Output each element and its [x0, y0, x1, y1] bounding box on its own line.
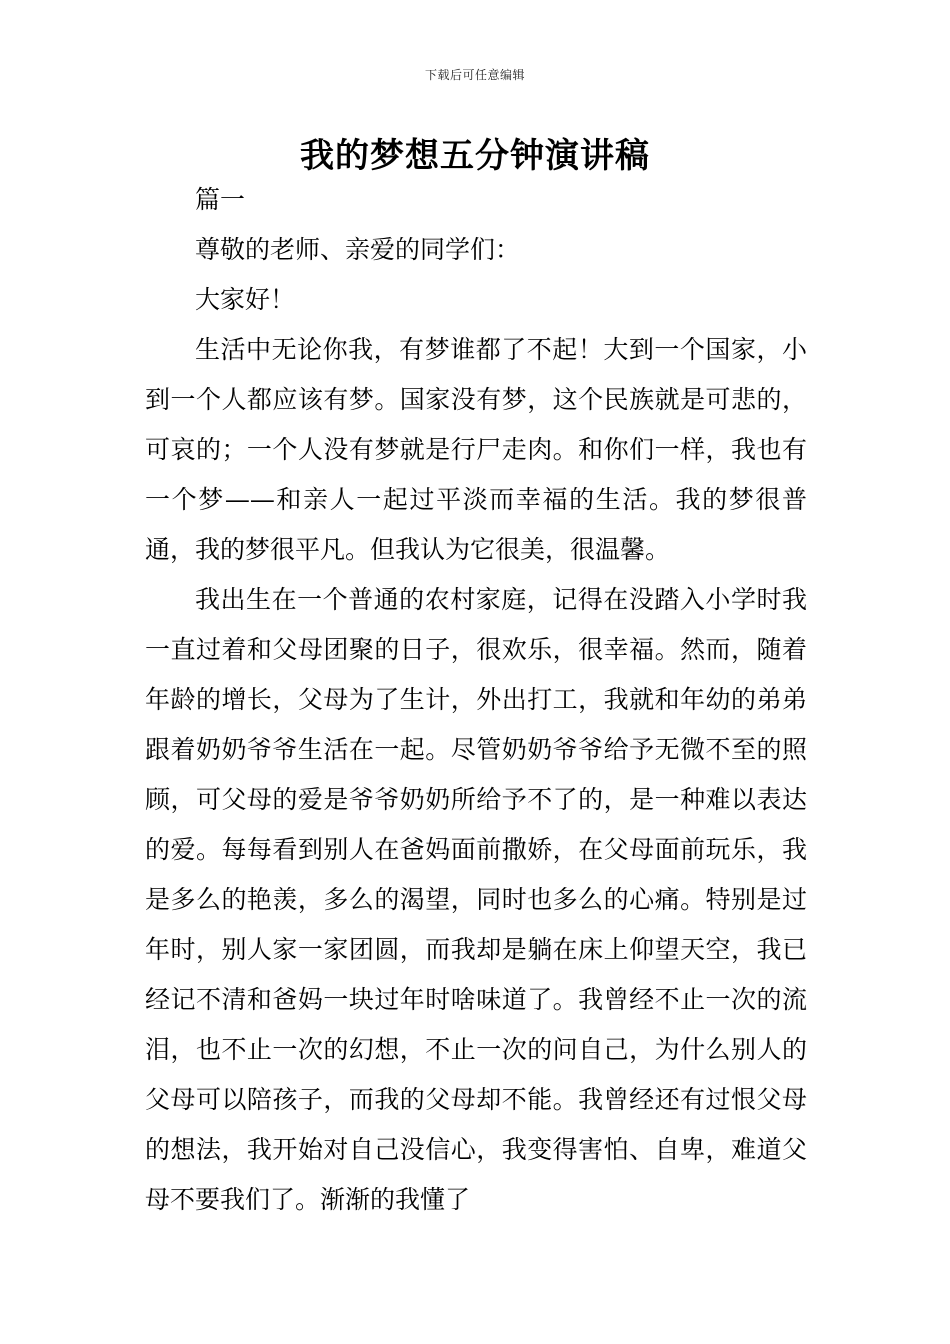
paragraph: 我出生在一个普通的农村家庭，记得在没踏入小学时我一直过着和父母团聚的日子，很欢乐，很幸福。然而，随着年龄的增长，父母为了生计，外出打工，我就和年幼的弟弟跟着奶奶爷爷生活在一起。尽管奶奶爷爷给予无微不至的照顾，可父母的爱是爷爷奶奶所给予不了的，是一种难以表达的爱。每每看到别人在爸妈面前撒娇，在父母面前玩乐，我是多么的艳羡，多么的渴望，同时也多么的心痛。特别是过年时，别人家一家团圆，而我却是躺在床上仰望天空，我已经记不清和爸妈一块过年时啥味道了。我曾经不止一次的流泪，也不止一次的幻想，不止一次的问自己，为什么别人的父母可以陪孩子，而我的父母却不能。我曾经还有过恨父母的想法，我开始对自己没信心，我变得害怕、自卑，难道父母不要我们了。渐渐的我懂了: [145, 585, 807, 1214]
document-title: 我的梦想五分钟演讲稿: [300, 136, 650, 176]
salutation: 尊敬的老师、亲爱的同学们：: [195, 235, 521, 264]
section-label: 篇一: [195, 185, 246, 214]
document-body: [145, 175, 807, 1225]
greeting: 大家好！: [195, 285, 296, 314]
header-note: 下载后可任意编辑: [424, 68, 525, 82]
paragraph: 生活中无论你我，有梦谁都了不起！大到一个国家，小到一个人都应该有梦。国家没有梦，这个民族就是可悲的，可哀的；一个人没有梦就是行尸走肉。和你们一样，我也有一个梦——和亲人一起过平淡而幸福的生活。我的梦很普通，我的梦很平凡。但我认为它很美，很温馨。: [145, 335, 807, 564]
